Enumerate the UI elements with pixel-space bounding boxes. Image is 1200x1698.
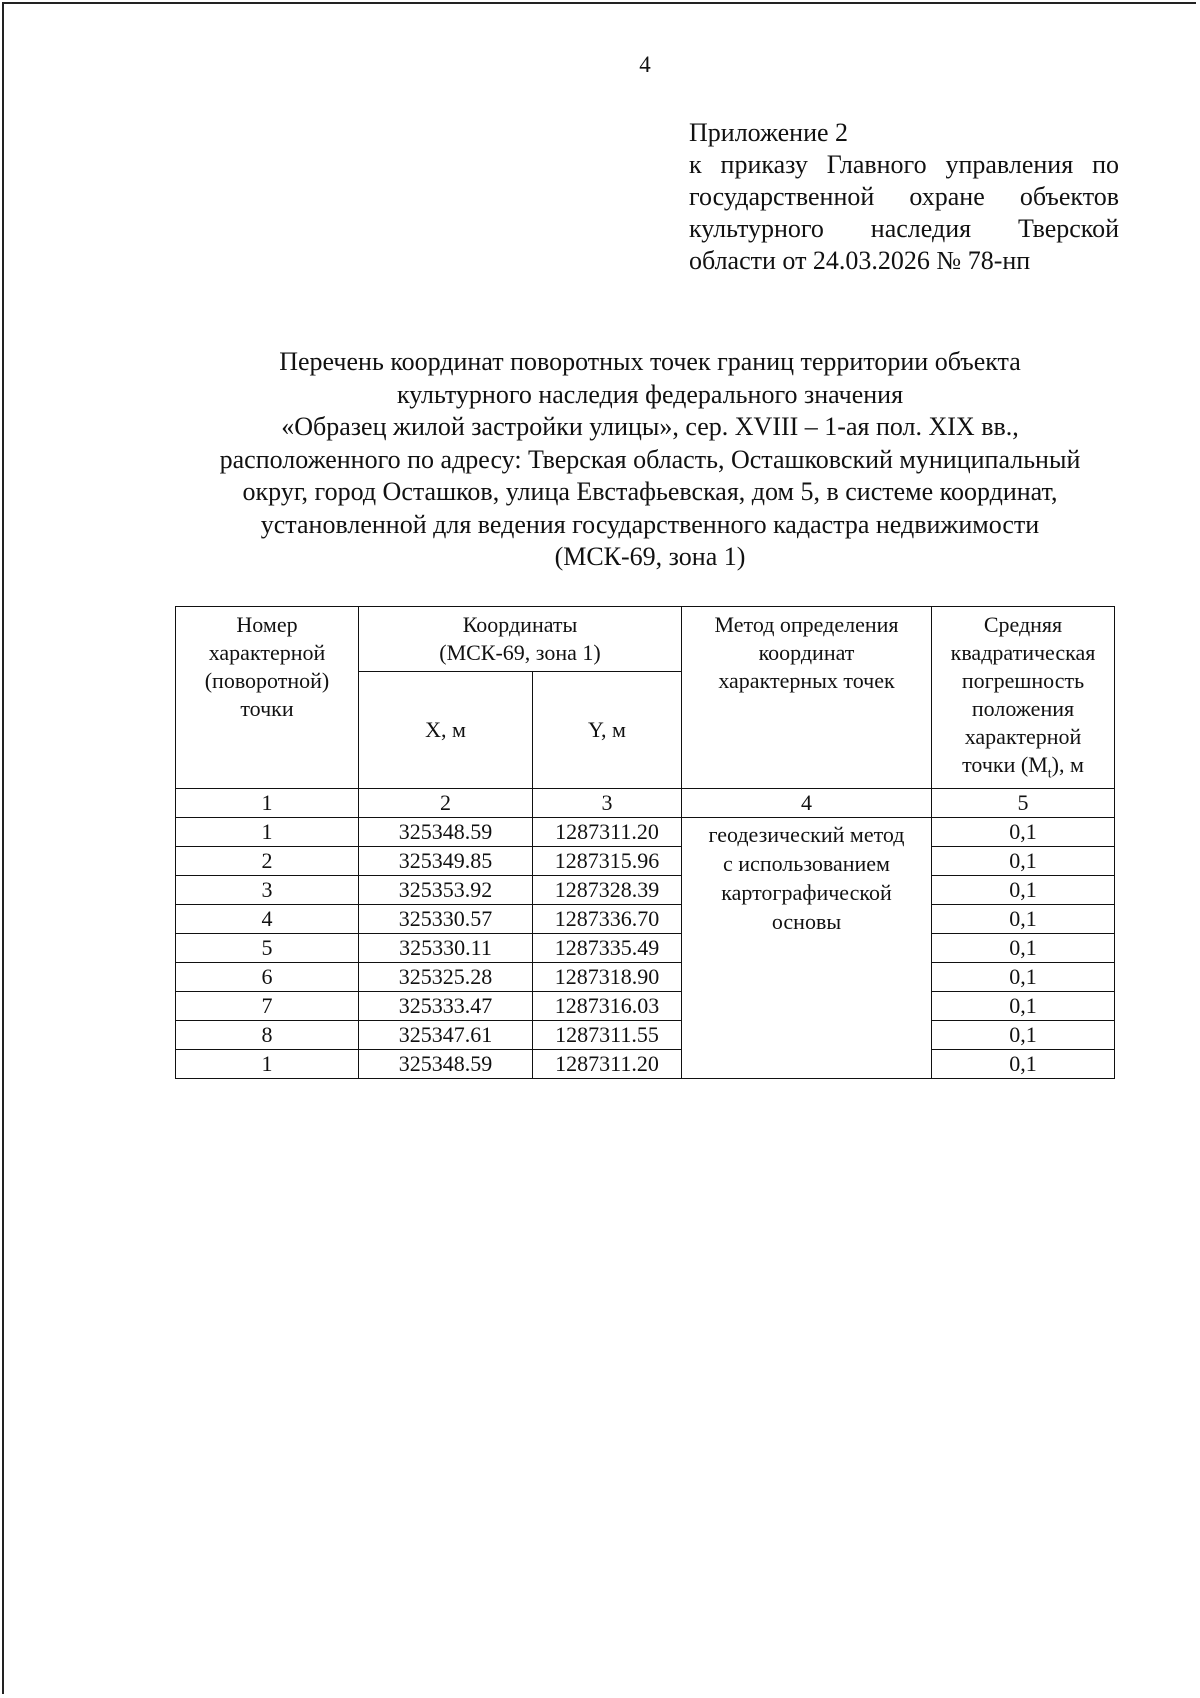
cell-y: 1287328.39 xyxy=(533,876,682,905)
header-text: характерных точек xyxy=(718,668,895,693)
annex-line: области от 24.03.2026 № 78-нп xyxy=(689,246,1031,275)
header-text: характерной xyxy=(964,724,1082,749)
column-number: 2 xyxy=(359,789,533,818)
cell-y: 1287318.90 xyxy=(533,963,682,992)
cell-x: 325349.85 xyxy=(359,847,533,876)
cell-x: 325347.61 xyxy=(359,1021,533,1050)
heading-line: округ, город Осташков, улица Евстафьевская, дом 5, в системе координат, xyxy=(242,477,1058,506)
header-method xyxy=(682,607,932,789)
column-numbers-row xyxy=(176,789,1115,818)
header-text: Координаты xyxy=(462,612,578,637)
cell-point-number: 5 xyxy=(176,934,359,963)
page-number: 4 xyxy=(639,52,651,77)
heading-line: расположенного по адресу: Тверская область, Осташковский муниципальный xyxy=(219,444,1081,474)
heading-line: «Образец жилой застройки улицы», сер. XVIII – 1-ая пол. XIX вв., xyxy=(281,412,1019,441)
method-line: основы xyxy=(771,909,842,935)
header-text: квадратическая xyxy=(950,640,1096,665)
cell-y: 1287311.20 xyxy=(533,818,682,847)
cell-x: 325325.28 xyxy=(359,963,533,992)
table-row xyxy=(176,963,1115,992)
cell-y: 1287311.20 xyxy=(533,1050,682,1079)
cell-point-number: 4 xyxy=(176,905,359,934)
header-x: X, м xyxy=(359,671,533,789)
table-row xyxy=(176,934,1115,963)
cell-y: 1287336.70 xyxy=(533,905,682,934)
cell-point-number: 7 xyxy=(176,992,359,1021)
method-line: картографической xyxy=(721,880,892,906)
column-number: 5 xyxy=(932,789,1115,818)
header-text: характерной xyxy=(208,640,326,665)
header-point-number xyxy=(176,607,359,789)
cell-x: 325333.47 xyxy=(359,992,533,1021)
cell-error: 0,1 xyxy=(932,1021,1115,1050)
header-text: погрешность xyxy=(961,668,1085,693)
header-text xyxy=(932,751,1114,788)
heading-line: установленной для ведения государственного кадастра недвижимости xyxy=(260,509,1040,539)
subscript-t: t xyxy=(1047,766,1052,782)
cell-point-number: 1 xyxy=(176,1050,359,1079)
method-line: с использованием xyxy=(723,851,890,877)
cell-point-number: 8 xyxy=(176,1021,359,1050)
annex-block xyxy=(689,117,1119,277)
coordinates-table xyxy=(175,606,1115,1079)
cell-point-number: 1 xyxy=(176,818,359,847)
header-text-part: ), м xyxy=(1051,752,1084,777)
cell-error: 0,1 xyxy=(932,818,1115,847)
document-heading xyxy=(150,346,1150,574)
cell-error: 0,1 xyxy=(932,963,1115,992)
header-error xyxy=(932,607,1115,789)
cell-error: 0,1 xyxy=(932,934,1115,963)
heading-line: культурного наследия федерального значения xyxy=(396,379,904,409)
table-row xyxy=(176,992,1115,1021)
cell-x: 325330.11 xyxy=(359,934,533,963)
method-line: геодезический метод xyxy=(708,822,905,848)
cell-y: 1287335.49 xyxy=(533,934,682,963)
annex-line: культурного наследия Тверской xyxy=(689,214,1119,243)
annex-line: Приложение 2 xyxy=(689,118,849,147)
column-number: 1 xyxy=(176,789,359,818)
cell-error: 0,1 xyxy=(932,905,1115,934)
heading-line: (МСК-69, зона 1) xyxy=(554,542,746,571)
cell-x: 325348.59 xyxy=(359,818,533,847)
table-row xyxy=(176,847,1115,876)
header-text: Метод определения xyxy=(714,612,899,637)
cell-y: 1287315.96 xyxy=(533,847,682,876)
table-row xyxy=(176,1021,1115,1050)
cell-point-number: 6 xyxy=(176,963,359,992)
cell-x: 325353.92 xyxy=(359,876,533,905)
cell-error: 0,1 xyxy=(932,847,1115,876)
heading-line: Перечень координат поворотных точек границ территории объекта xyxy=(279,347,1021,376)
header-text-part: точки (M xyxy=(962,752,1048,777)
table-row xyxy=(176,905,1115,934)
cell-y: 1287316.03 xyxy=(533,992,682,1021)
header-y: Y, м xyxy=(533,671,682,789)
header-text: координат xyxy=(758,640,855,665)
cell-error: 0,1 xyxy=(932,876,1115,905)
cell-x: 325348.59 xyxy=(359,1050,533,1079)
column-number: 3 xyxy=(533,789,682,818)
header-coordinates xyxy=(359,607,682,672)
column-number: 4 xyxy=(682,789,932,818)
cell-y: 1287311.55 xyxy=(533,1021,682,1050)
header-text: (МСК-69, зона 1) xyxy=(439,640,601,665)
annex-line: к приказу Главного управления по xyxy=(689,150,1119,179)
cell-error: 0,1 xyxy=(932,992,1115,1021)
header-text: Средняя xyxy=(983,612,1063,637)
cell-x: 325330.57 xyxy=(359,905,533,934)
cell-point-number: 2 xyxy=(176,847,359,876)
header-text: положения xyxy=(971,696,1075,721)
annex-line: государственной охране объектов xyxy=(689,182,1119,211)
cell-point-number: 3 xyxy=(176,876,359,905)
header-text: (поворотной) xyxy=(204,668,330,693)
cell-error: 0,1 xyxy=(932,1050,1115,1079)
table-row xyxy=(176,818,1115,847)
cell-method xyxy=(682,818,932,1079)
header-text: Номер xyxy=(236,612,298,637)
table-row xyxy=(176,1050,1115,1079)
table-row xyxy=(176,876,1115,905)
header-text: точки xyxy=(240,696,294,721)
